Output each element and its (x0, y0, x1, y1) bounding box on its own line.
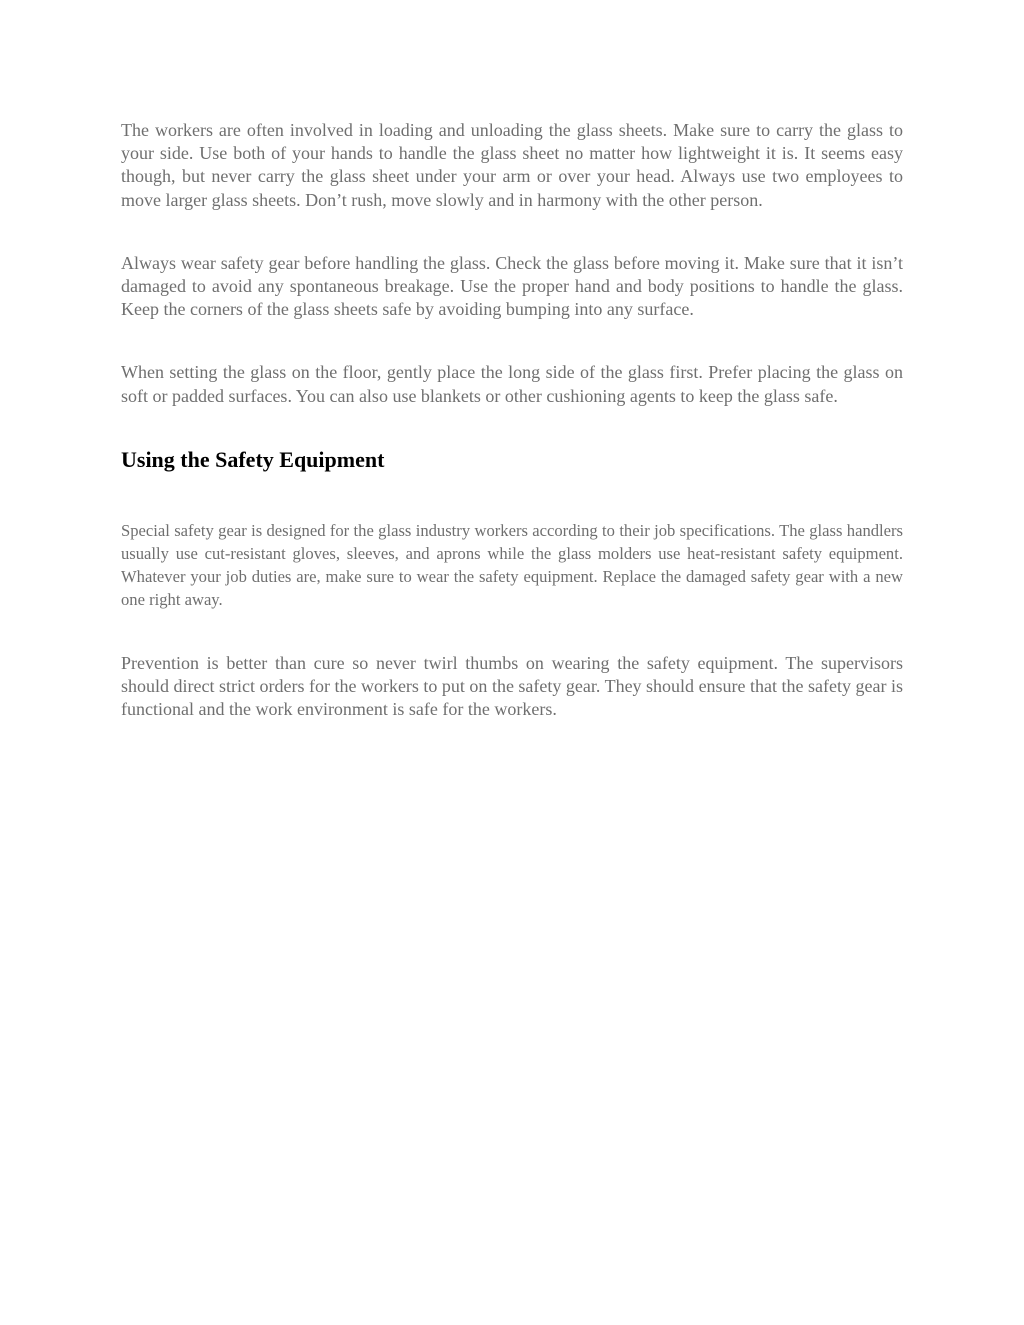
section-heading: Using the Safety Equipment (121, 446, 385, 472)
paragraph-safety-gear-check: Always wear safety gear before handling the glass. Check the glass before moving it. Make sure that it isn’t damaged to avoid any spontaneous breakage. Use the proper hand and body positions to handle the glass. Keep the corners of the glass sheets safe by avoiding bumping into any surface. (121, 252, 903, 320)
paragraph-setting-glass: When setting the glass on the floor, gently place the long side of the glass first. Prefer placing the glass on soft or padded surfaces. You can also use blankets or other cushioning agents to keep the glass safe. (121, 362, 903, 406)
document-page (121, 119, 903, 721)
paragraph-special-safety-gear: Special safety gear is designed for the glass industry workers according to their job specifications. The glass handlers usually use cut-resistant gloves, sleeves, and aprons while the glass molders use heat-resistant safety equipment. Whatever your job duties are, make sure to wear the safety equipment. Replace the damaged safety gear with a new one right away. (121, 520, 903, 610)
paragraph-glass-handling: The workers are often involved in loading and unloading the glass sheets. Make sure to carry the glass to your side. Use both of your hands to handle the glass sheet no matter how lightweight it is. It seems easy though, but never carry the glass sheet under your arm or over your head. Always use two employees to move larger glass sheets. Don’t rush, move slowly and in harmony with the other person. (121, 120, 903, 210)
paragraph-prevention: Prevention is better than cure so never twirl thumbs on wearing the safety equipment. The supervisors should direct strict orders for the workers to put on the safety gear. They should ensure that the safety gear is functional and the work environment is safe for the workers. (121, 652, 903, 720)
